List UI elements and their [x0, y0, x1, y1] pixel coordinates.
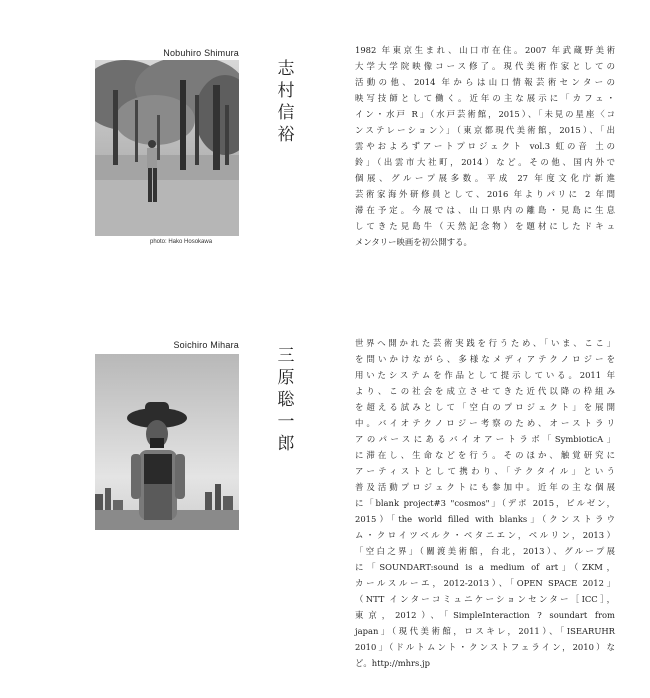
- bio-line: に「SOUNDART:sound is a medium of art」（ZKM，: [355, 562, 615, 572]
- name-char: 一: [277, 412, 295, 432]
- bio-line: 活動の他、2014 年からは山口情報芸術センターの: [355, 77, 615, 87]
- bio-line: 東京，2012）、「SimpleInteraction ? soundart from: [355, 610, 615, 620]
- artist-photo: [95, 354, 239, 530]
- artist-photo: [95, 60, 239, 236]
- bio-line: イン・水戸 R」（水戸芸術館，2015）、「未見の星座〈コ: [355, 109, 615, 119]
- name-char: 郎: [277, 434, 295, 454]
- bio-line: ム・クロイツベルク・ベタニエン，ベルリン，2013）: [355, 530, 615, 540]
- name-char: 原: [277, 368, 295, 388]
- bio-line: japan」（現代美術館，ロスキレ，2011）、「ISEARUHR: [355, 626, 615, 636]
- artist-romaji-name: Soichiro Mihara: [173, 340, 239, 350]
- bio-line: 普及活動プロジェクトにも参加中。近年の主な個展: [355, 482, 615, 492]
- bio-line: 「空白之界」（關渡美術館，台北，2013）、グループ展: [355, 546, 615, 556]
- bio-line: 1982 年東京生まれ、山口市在住。2007 年武蔵野美術: [355, 45, 615, 55]
- bio-line: 大学大学院映像コース修了。現代美術作家としての: [355, 61, 615, 71]
- bio-line: 2015）「the world filled with blanks」（クンストラウ: [355, 514, 615, 524]
- bio-line: 鈴」（出雲市大社町，2014）など。その他、国内外で: [355, 157, 615, 167]
- bio-line: カールスルーエ，2012-2013）、「OPEN SPACE 2012」: [355, 578, 615, 588]
- bio-line: （NTT インターコミュニケーションセンター［ICC］，: [355, 594, 615, 604]
- bio-line: に滞在し、生命などを行う。そのほか、触覚研究に: [355, 450, 615, 460]
- artist-name-vertical: [276, 58, 296, 146]
- bio-line: ンステレーション〉」（東京都現代美術館，2015）、「出: [355, 125, 615, 135]
- bio-line: 映写技師として働く。近年の主な展示に「カフェ・: [355, 93, 615, 103]
- bio-line: してきた見島牛（天然記念物）を題材にしたドキュ: [355, 221, 615, 231]
- name-char: 村: [277, 81, 295, 101]
- bio-line: 個展、グループ展多数。平成 27 年度文化庁新進: [355, 173, 615, 183]
- name-char: 志: [277, 59, 295, 79]
- hat-portrait-image: [95, 354, 239, 530]
- bio-line: メンタリー映画を初公開する。: [355, 237, 472, 247]
- artist-bio: [355, 42, 615, 250]
- bio-line: ど。http://mhrs.jp: [355, 658, 430, 668]
- artist-bio: [355, 335, 615, 671]
- bio-line: 2010」（ドルトムント・クンストフェライン，2010）な: [355, 642, 615, 652]
- bio-line: 中。バイオテクノロジー考察のため、オーストラリ: [355, 418, 615, 428]
- name-char: 信: [277, 103, 295, 123]
- artist-romaji-name: Nobuhiro Shimura: [163, 48, 239, 58]
- bio-line: 用いたシステムを作品として提示している。2011 年: [355, 370, 615, 380]
- bio-line: 世界へ開かれた芸術実践を行うため、「いま、ここ」: [355, 338, 615, 348]
- bio-line: に「blank project#3 "cosmos"」（デポ 2015，ビルゼン，: [355, 498, 615, 508]
- bio-line: 芸術家海外研修員として、2016 年よりパリに 2 年間: [355, 189, 615, 199]
- bio-line: アーティストとして携わり、「テクタイル」という: [355, 466, 615, 476]
- bio-line: 滞在予定。今展では、山口県内の離島・見島に生息: [355, 205, 615, 215]
- bio-line: 雲やおよろずアートプロジェクト vol.3 虹の音 土の: [355, 141, 615, 151]
- name-char: 聡: [277, 390, 295, 410]
- bio-line: アのパースにあるバイオアートラボ「SymbioticA」: [355, 434, 615, 444]
- name-char: 裕: [277, 125, 295, 145]
- artist-name-vertical: [276, 345, 296, 455]
- photo-credit: photo: Hako Hosokawa: [150, 239, 213, 245]
- bio-line: より、この社会を成立させてきた近代以降の枠組み: [355, 386, 615, 396]
- name-char: 三: [277, 346, 295, 366]
- bio-line: を超える試みとして「空白のプロジェクト」を展開: [355, 402, 615, 412]
- park-portrait-image: [95, 60, 239, 236]
- bio-line: を問いかけながら、多様なメディアテクノロジーを: [355, 354, 615, 364]
